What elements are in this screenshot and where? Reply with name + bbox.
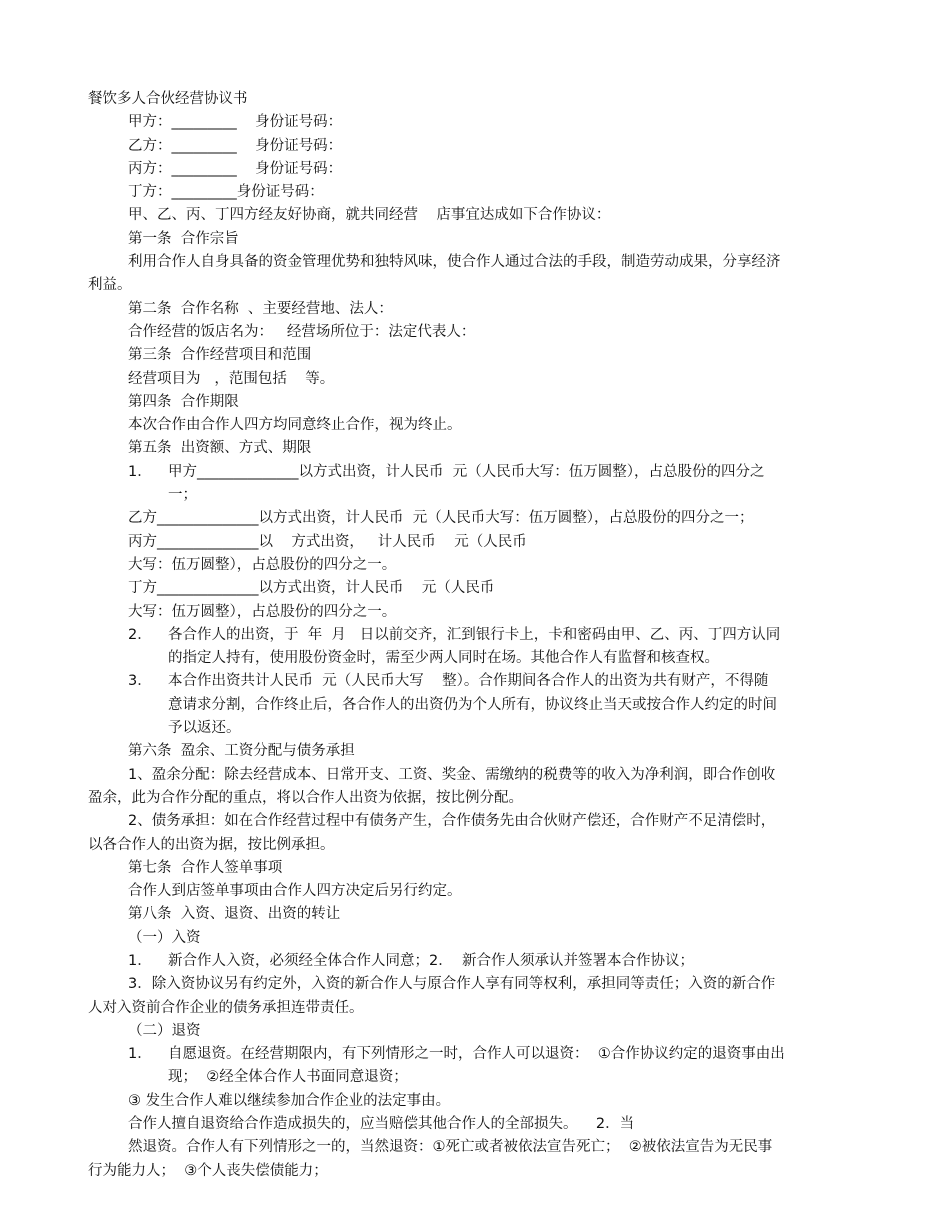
- article-6-item-1: 1、盈余分配：除去经营成本、日常开支、工资、奖金、需缴纳的税费等的收入为净利润，即合作创收: [128, 766, 776, 783]
- party-d-contribution-cont: 大写：伍万圆整），占总股份的四分之一。: [128, 603, 397, 620]
- article-5-item-3-cont: 意请求分割，合作终止后，各合作人的出资仍为个人所有，协议终止当天或按合作人约定的时间: [168, 696, 777, 713]
- article-6-item-2-cont: 以各合作人的出资为据，按比例承担。: [88, 836, 335, 853]
- article-4-text: 本次合作由合作人四方均同意终止合作，视为终止。: [128, 417, 462, 434]
- article-7-heading: 第七条 合作人签单事项: [128, 859, 283, 876]
- item-text: 新合作人入资，必须经全体合作人同意；2． 新合作人须承认并签署本合作协议；: [168, 952, 694, 969]
- article-3-text: 经营项目为 ，范围包括 等。: [128, 370, 335, 387]
- item-number: 1．: [128, 463, 152, 480]
- party-c-contribution-cont: 大写：伍万圆整），占总股份的四分之一。: [128, 556, 397, 573]
- section-2-item-1-cont-2: ③ 发生合作人难以继续参加合作企业的法定事由。: [128, 1092, 451, 1109]
- item-number: 1．: [128, 952, 152, 969]
- article-5-item-1-cont: 一；: [168, 487, 197, 504]
- article-2-heading: 第二条 合作名称 、主要经营地、法人：: [128, 300, 393, 317]
- article-5-item-1: [88, 461, 863, 484]
- item-text: 各合作人的出资，于 年 月 日以前交齐，汇到银行卡上，卡和密码由甲、乙、丙、丁四方认同: [168, 626, 781, 643]
- party-c-line: 丙方：_________ 身份证号码：: [128, 160, 343, 177]
- section-1-item-1: [88, 950, 863, 973]
- section-2-loss-clause: 合作人擅自退资给合作造成损失的，应当赔偿其他合作人的全部损失。 2．当: [128, 1116, 635, 1133]
- article-2-text: 合作经营的饭店名为： 经营场所位于：法定代表人：: [128, 323, 476, 340]
- item-number: 3．: [128, 673, 152, 690]
- item-text: 甲方______________以方式出资，计人民币 元（人民币大写：伍万圆整），占总股份的四分之: [168, 463, 765, 480]
- item-text: 自愿退资。在经营期限内，有下列情形之一时，合作人可以退资： ①合作协议约定的退资事由出: [168, 1046, 785, 1063]
- party-b-contribution: 乙方______________以方式出资，计人民币 元（人民币大写：伍万圆整），占总股份的四分之一；: [128, 510, 754, 527]
- party-a-line: 甲方：_________ 身份证号码：: [128, 114, 343, 131]
- item-text: 本合作出资共计人民币 元（人民币大写 整）。合作期间各合作人的出资为共有财产，不得随: [168, 673, 769, 690]
- document-body: [88, 88, 863, 1183]
- section-2-item-2: 然退资。合作人有下列情形之一的，当然退资：①死亡或者被依法宣告死亡； ②被依法宣告为无民事: [128, 1139, 773, 1156]
- article-3-heading: 第三条 合作经营项目和范围: [128, 347, 312, 364]
- article-5-item-2: [88, 624, 863, 647]
- section-1-item-3: 3．除入资协议另有约定外，入资的新合作人与原合作人享有同等权利，承担同等责任；入资的新合作: [128, 976, 776, 993]
- party-d-line: 丁方：_________身份证号码：: [128, 184, 324, 201]
- section-2-item-1: [88, 1043, 863, 1066]
- article-1-text-cont: 利益。: [88, 277, 132, 294]
- article-6-item-2: 2、债务承担：如在合作经营过程中有债务产生，合作债务先由合伙财产偿还，合作财产不足清偿时，: [128, 813, 776, 830]
- article-8-heading: 第八条 入资、退资、出资的转让: [128, 906, 341, 923]
- section-2-item-1-cont: 现； ②经全体合作人书面同意退资；: [168, 1069, 408, 1086]
- article-7-text: 合作人到店签单事项由合作人四方决定后另行约定。: [128, 883, 462, 900]
- party-d-contribution: 丁方______________以方式出资，计人民币 元（人民币: [128, 580, 495, 597]
- section-1-item-3-cont: 人对入资前合作企业的债务承担连带责任。: [88, 999, 364, 1016]
- section-1-heading: （一）入资: [128, 929, 201, 946]
- section-2-heading: （二）退资: [128, 1022, 201, 1039]
- article-5-item-2-cont: 的指定人持有，使用股份资金时，需至少两人同时在场。其他合作人有监督和核查权。: [168, 650, 719, 667]
- preamble: 甲、乙、丙、丁四方经友好协商，就共同经营 店事宜达成如下合作协议：: [128, 207, 611, 224]
- article-6-item-1-cont: 盈余，此为合作分配的重点，将以合作人出资为依据，按比例分配。: [88, 789, 523, 806]
- article-1-text: 利用合作人自身具备的资金管理优势和独特风味，使合作人通过合法的手段，制造劳动成果，分享经济: [128, 254, 781, 271]
- article-1-heading: 第一条 合作宗旨: [128, 230, 239, 247]
- article-5-item-3: [88, 670, 863, 693]
- article-5-heading: 第五条 出资额、方式、期限: [128, 440, 312, 457]
- article-5-item-3-cont-2: 予以返还。: [168, 720, 241, 737]
- section-2-item-2-cont: 行为能力人； ③个人丧失偿债能力；: [88, 1162, 328, 1179]
- party-c-contribution: 丙方______________以 方式出资， 计人民币 元（人民币: [128, 533, 527, 550]
- document-title: 餐饮多人合伙经营协议书: [88, 91, 248, 107]
- article-4-heading: 第四条 合作期限: [128, 393, 239, 410]
- party-b-line: 乙方：_________ 身份证号码：: [128, 137, 343, 154]
- article-6-heading: 第六条 盈余、工资分配与债务承担: [128, 743, 355, 760]
- item-number: 1．: [128, 1046, 152, 1063]
- item-number: 2．: [128, 626, 152, 643]
